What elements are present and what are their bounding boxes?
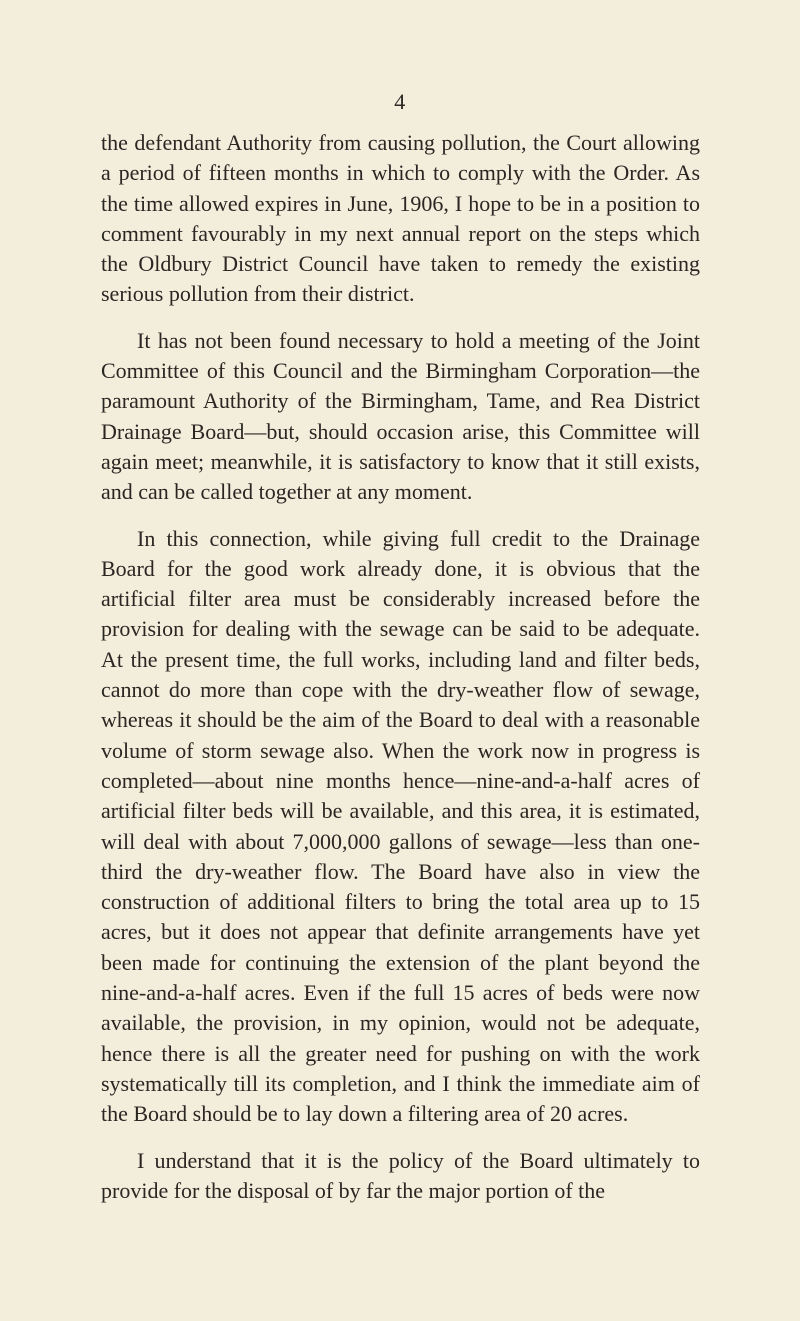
- paragraph-1: the defendant Authority from causing pollution, the Court allowing a period of fifteen months in which to comply with the Order. As the time allowed expires in June, 1906, I hope to be in a position to comment favourably in my next annual report on the steps which the Oldbury District Council have taken to remedy the existing serious pollution from their district.: [101, 130, 700, 307]
- page-number: 4: [394, 89, 406, 114]
- paragraph-3: In this connection, while giving full credit to the Drainage Board for the good work already done, it is obvious that the artificial filter area must be considerably increased before the provision for dealing with the sewage can be said to be adequate. At the present time, the full works, including land and filter beds, cannot do more than cope with the dry-weather flow of sewage, whereas it should be the aim of the Board to deal with a reasonable volume of storm sewage also. When the work now in progress is completed—about nine months hence—nine-and-a-half acres of artificial filter beds will be available, and this area, it is estimated, will deal with about 7,000,000 gallons of sewage—less than one-third the dry-weather flow. The Board have also in view the construction of additional filters to bring the total area up to 15 acres, but it does not appear that definite arrangements have yet been made for continuing the extension of the plant beyond the nine-and-a-half acres. Even if the full 15 acres of beds were now available, the provision, in my opinion, would not be adequate, hence there is all the greater need for pushing on with the work systematically till its completion, and I think the immediate aim of the Board should be to lay down a filtering area of 20 acres.: [101, 525, 700, 1127]
- paragraph-4: I understand that it is the policy of the Board ultimately to provide for the disposal of by far the major portion of the: [101, 1147, 700, 1203]
- paragraph-2: It has not been found necessary to hold a meeting of the Joint Committee of this Council and the Birmingham Corporation—the paramount Authority of the Birmingham, Tame, and Rea District Drainage Board—but, should occasion arise, this Committee will again meet; meanwhile, it is satisfactory to know that it still exists, and can be called together at any moment.: [101, 327, 700, 505]
- body-text: [101, 128, 700, 1206]
